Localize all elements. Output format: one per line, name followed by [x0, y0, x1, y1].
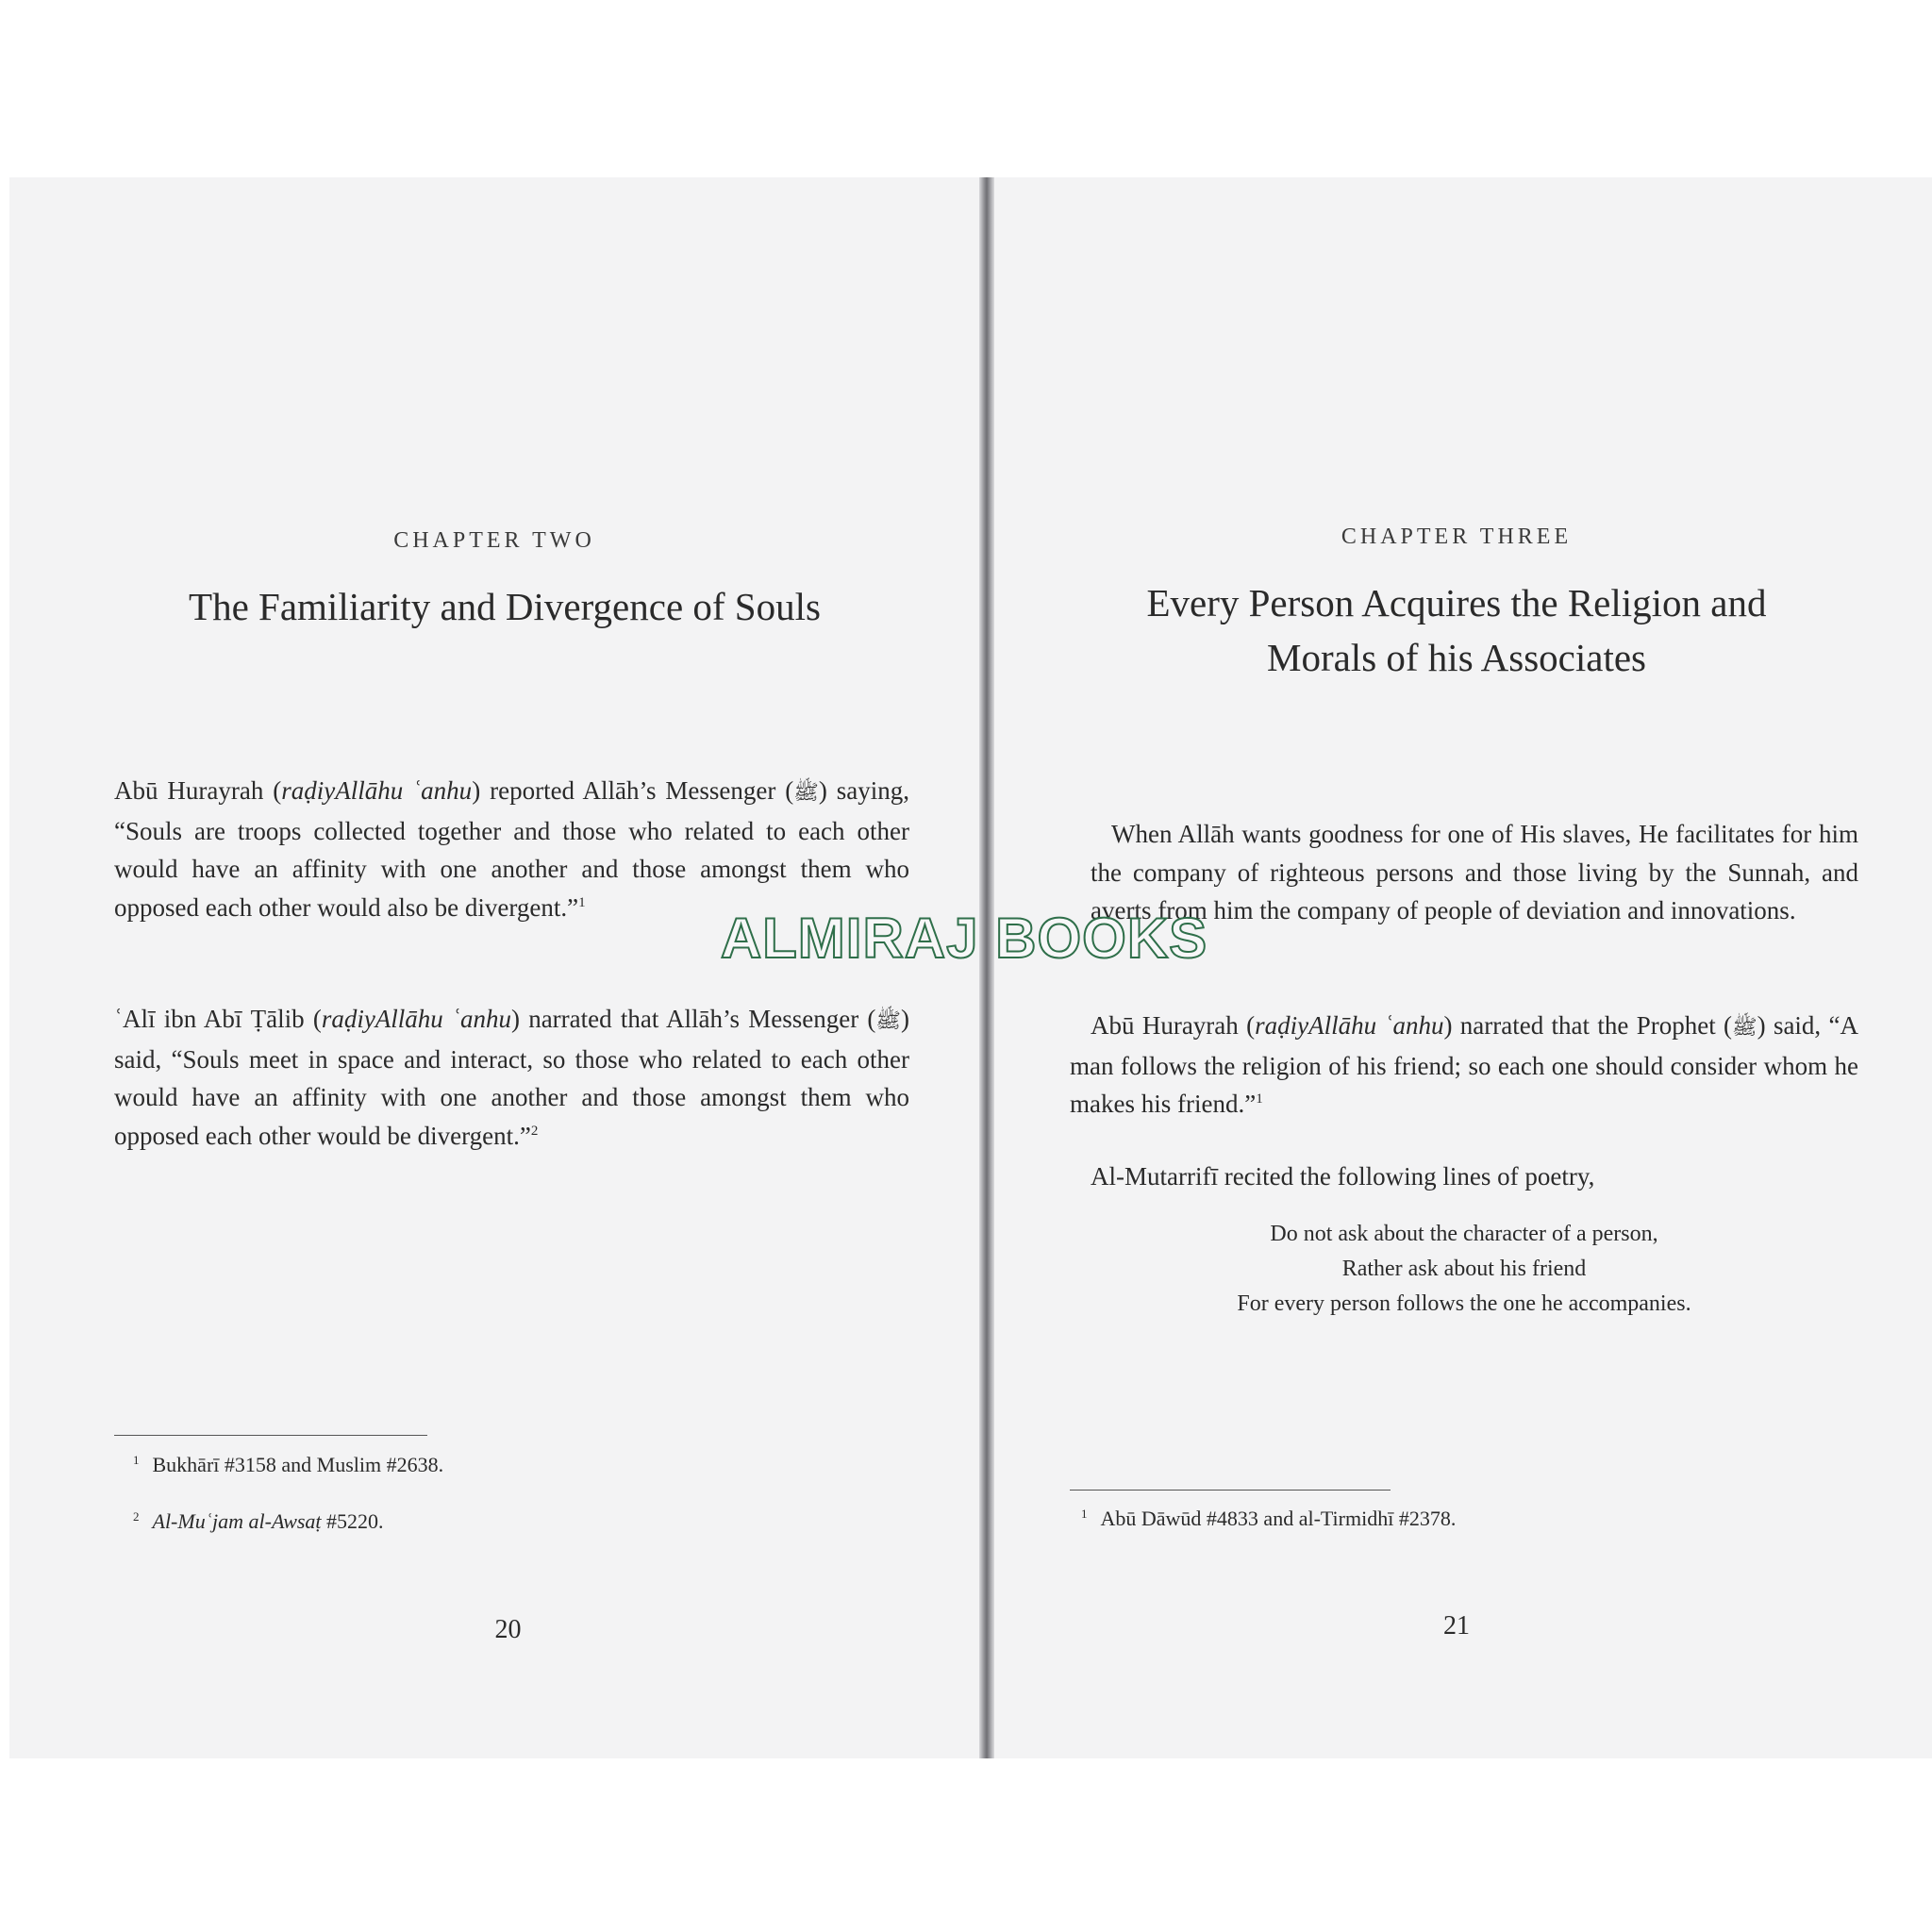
salla-symbol: ﷺ — [793, 780, 819, 804]
chapter-title-line-2: Morals of his Associates — [1267, 636, 1646, 679]
chapter-title: The Familiarity and Divergence of Souls — [189, 585, 821, 628]
poem — [1070, 1217, 1858, 1322]
watermark-logo: ALMIRAJ BOOKS — [720, 907, 1208, 970]
hadith-paragraph: Abū Hurayrah (raḍiyAllāhu ʿanhu) narrated that the Prophet (ﷺ) said, “A man follows the religion of his friend; so each one should consider whom he makes his friend.”$^1$ — [1070, 1011, 1859, 1118]
footnote-1: $^1$ Abū Dāwūd #4833 and al-Tirmidhī #2378. — [1081, 1506, 1457, 1530]
poetry-intro: Al-Mutarrifī recited the following lines of poetry, — [1091, 1162, 1595, 1191]
poem-line-1: Do not ask about the character of a person, — [1270, 1222, 1658, 1246]
salla-symbol: ﷺ — [1732, 1015, 1757, 1039]
page-number: 20 — [494, 1615, 522, 1644]
chapter-title — [985, 575, 1928, 685]
salla-symbol: ﷺ — [875, 1008, 901, 1032]
footnote-rule — [114, 1435, 427, 1436]
chapter-label: CHAPTER THREE — [1341, 525, 1573, 549]
page-number: 21 — [1443, 1611, 1470, 1641]
footnote-1: $^1$ Bukhārī #3158 and Muslim #2638. — [133, 1452, 444, 1476]
poem-line-3: For every person follows the one he accompanies. — [1237, 1291, 1691, 1316]
chapter-label: CHAPTER TWO — [393, 528, 595, 553]
footnote-rule — [1070, 1490, 1391, 1491]
hadith-paragraph-1: Abū Hurayrah (raḍiyAllāhu ʿanhu) reported Allāh’s Messenger (ﷺ) saying, “Souls are troops collected together and those who related to each other would have an affinity with one another and those amongst them who opposed each other would also be divergent.”$^1$ — [114, 776, 909, 922]
footnote-2: $^2$ Al-Muʿjam al-Awsaṭ #5220. — [133, 1508, 384, 1533]
poem-line-2: Rather ask about his friend — [1341, 1257, 1587, 1281]
hadith-paragraph-2: ʿAlī ibn Abī Ṭālib (raḍiyAllāhu ʿanhu) narrated that Allāh’s Messenger (ﷺ) said, “Souls meet in space and interact, so those who related to each other would have an affinity with one another and those amongst them who opposed each other would be divergent.”$^2$ — [114, 1005, 909, 1150]
chapter-title-line-1: Every Person Acquires the Religion and — [1146, 581, 1767, 625]
intro-paragraph: When Allāh wants goodness for one of His slaves, He facilitates for him the company of righteous persons and those living by the Sunnah, and averts from him the company of people of deviation and innovations. — [1091, 820, 1858, 924]
